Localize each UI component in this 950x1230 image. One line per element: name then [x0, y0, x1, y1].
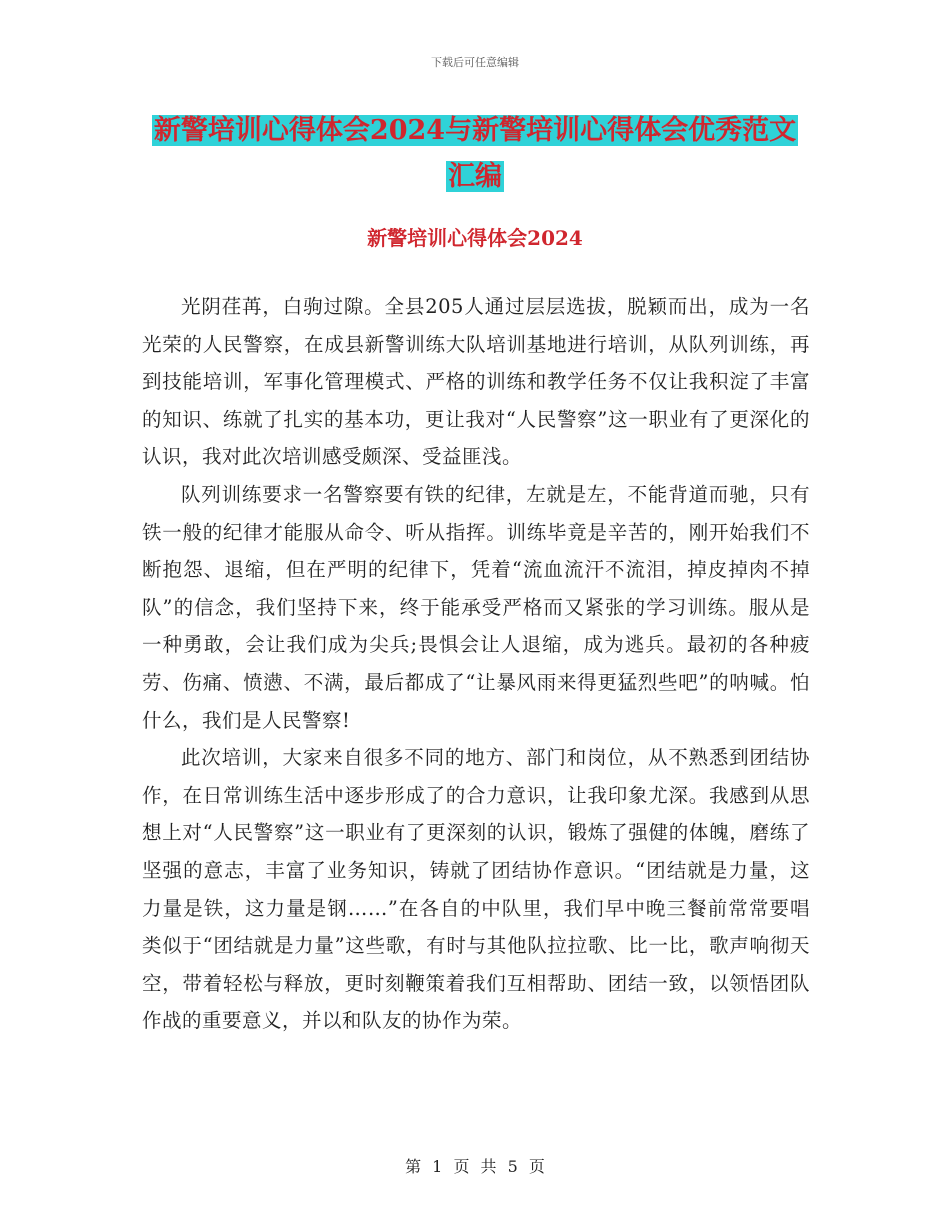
page-footer: 第 1 页 共 5 页 — [405, 1157, 545, 1176]
paragraph: 队列训练要求一名警察要有铁的纪律，左就是左，不能背道而驰，只有铁一般的纪律才能服从命令、听从指挥。训练毕竟是辛苦的，刚开始我们不断抱怨、退缩，但在严明的纪律下，凭着“流血流汗不流泪，掉皮掉肉不掉队”的信念，我们坚持下来，终于能承受严格而又紧张的学习训练。服从是一种勇敢，会让我们成为尖兵;畏惧会让人退缩，成为逃兵。最初的各种疲劳、伤痛、愤懑、不满，最后都成了“让暴风雨来得更猛烈些吧”的呐喊。怕什么，我们是人民警察! — [142, 482, 810, 732]
header-note: 下载后可任意编辑 — [431, 56, 519, 69]
section-title: 新警培训心得体会2024 — [367, 226, 583, 250]
title-line-1: 新警培训心得体会2024与新警培训心得体会优秀范文 — [153, 115, 797, 146]
body-text — [142, 288, 810, 1040]
paragraph: 光阴荏苒，白驹过隙。全县205人通过层层选拔，脱颖而出，成为一名光荣的人民警察，在成县新警训练大队培训基地进行培训，从队列训练，再到技能培训，军事化管理模式、严格的训练和教学任务不仅让我积淀了丰富的知识、练就了扎实的基本功，更让我对“人民警察”这一职业有了更深化的认识，我对此次培训感受颇深、受益匪浅。 — [142, 295, 810, 469]
title-line-2: 汇编 — [448, 161, 502, 192]
paragraph: 此次培训，大家来自很多不同的地方、部门和岗位，从不熟悉到团结协作，在日常训练生活中逐步形成了的合力意识，让我印象尤深。我感到从思想上对“人民警察”这一职业有了更深刻的认识，锻炼了强健的体魄，磨练了坚强的意志，丰富了业务知识，铸就了团结协作意识。“团结就是力量，这力量是铁，这力量是钢……”在各自的中队里，我们早中晚三餐前常常要唱类似于“团结就是力量”这些歌，有时与其他队拉拉歌、比一比，歌声响彻天空，带着轻松与释放，更时刻鞭策着我们互相帮助、团结一致，以领悟团队作战的重要意义，并以和队友的协作为荣。 — [142, 746, 810, 1033]
document-title — [0, 108, 950, 200]
